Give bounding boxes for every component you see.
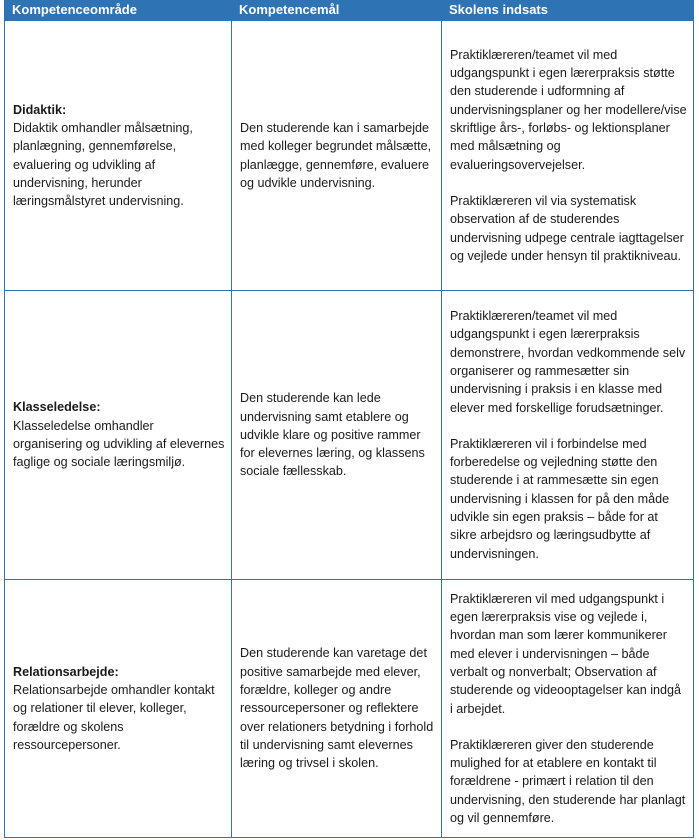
effort-paragraph-2: Praktiklæreren vil via systematisk observation af de studerendes undervisning udpege centrale iagttagelser og vejlede under hensyn til praktikniveau. [450, 193, 684, 263]
effort-paragraph-1: Praktiklæreren/teamet vil med udgangspunkt i egen lærerpraksis støtte den studerende i udformning af undervisningsplaner og her modellere/vise skriftlige års-, forløbs- og lektionsplaner med målsætning og evalueringsovervejelser. [450, 47, 687, 172]
goal-text: Den studerende kan varetage det positive samarbejde med elever, forældre, kolleger og andre ressourcepersoner og reflektere over relationers betydning i forhold til undervisning samt elevernes læring og trivsel i skolen. [240, 646, 434, 771]
row-didaktik-effort [441, 20, 694, 291]
header-kompetencemaal: Kompetencemål [231, 0, 441, 20]
row-klasseledelse-effort [441, 290, 694, 580]
header-skolens-indsats: Skolens indsats [441, 0, 694, 20]
row-klasseledelse-area [4, 290, 232, 580]
goal-text: Den studerende kan i samarbejde med kolleger begrundet målsætte, planlægge, gennemføre, evaluere og udvikle undervisning. [240, 120, 432, 190]
row-didaktik-goal [231, 20, 442, 291]
area-text: Klasseledelse omhandler organisering og udvikling af elevernes faglige og sociale læringsmiljø. [13, 418, 225, 470]
area-title: Klasseledelse: [13, 400, 101, 415]
effort-paragraph-1: Praktiklæreren vil med udgangspunkt i egen lærerpraksis vise og vejlede i, hvordan man som lærer kommunikerer med elever i undervisningen – både verbalt og nonverbalt; Observation af studerende og videooptagelser kan indgå i arbejdet. [450, 591, 682, 716]
area-title: Didaktik: [13, 102, 67, 117]
row-didaktik-area [4, 20, 232, 291]
row-relationsarbejde-area [4, 579, 232, 838]
effort-paragraph-2: Praktiklæreren vil i forbindelse med forberedelse og vejledning støtte den studerende i at rammesætte sin egen undervisning i klassen for på den måde udvikle sin egen praksis – både for at sikre arbejdsro og læringsudbytte af undervisningen. [450, 436, 670, 561]
competence-table [4, 0, 694, 838]
goal-text: Den studerende kan lede undervisning samt etablere og udvikle klare og positive rammer for elevernes læring, og klassens sociale fællesskab. [240, 391, 425, 479]
row-klasseledelse-goal [231, 290, 442, 580]
effort-paragraph-2: Praktiklæreren giver den studerende mulighed for at etablere en kontakt til forældrene - primært i relation til den undervisning, den studerende har planlagt og vil gennemføre. [450, 737, 686, 825]
area-text: Relationsarbejde omhandler kontakt og relationer til elever, kolleger, forældre og skolens ressourcepersoner. [13, 683, 215, 752]
effort-paragraph-1: Praktiklæreren/teamet vil med udgangspunkt i egen lærerpraksis demonstrere, hvordan vedkommende selv organiserer og rammesætter sin undervisning i praksis i en klasse med elever med forskellige forudsætninger. [450, 309, 686, 415]
header-kompetenceomraade: Kompetenceområde [4, 0, 231, 20]
area-title: Relationsarbejde: [13, 664, 119, 679]
row-relationsarbejde-effort [441, 579, 694, 838]
area-text: Didaktik omhandler målsætning, planlægning, gennemførelse, evaluering og udvikling af undervisning, herunder læringsmålstyret undervisning. [13, 120, 193, 209]
row-relationsarbejde-goal [231, 579, 442, 838]
